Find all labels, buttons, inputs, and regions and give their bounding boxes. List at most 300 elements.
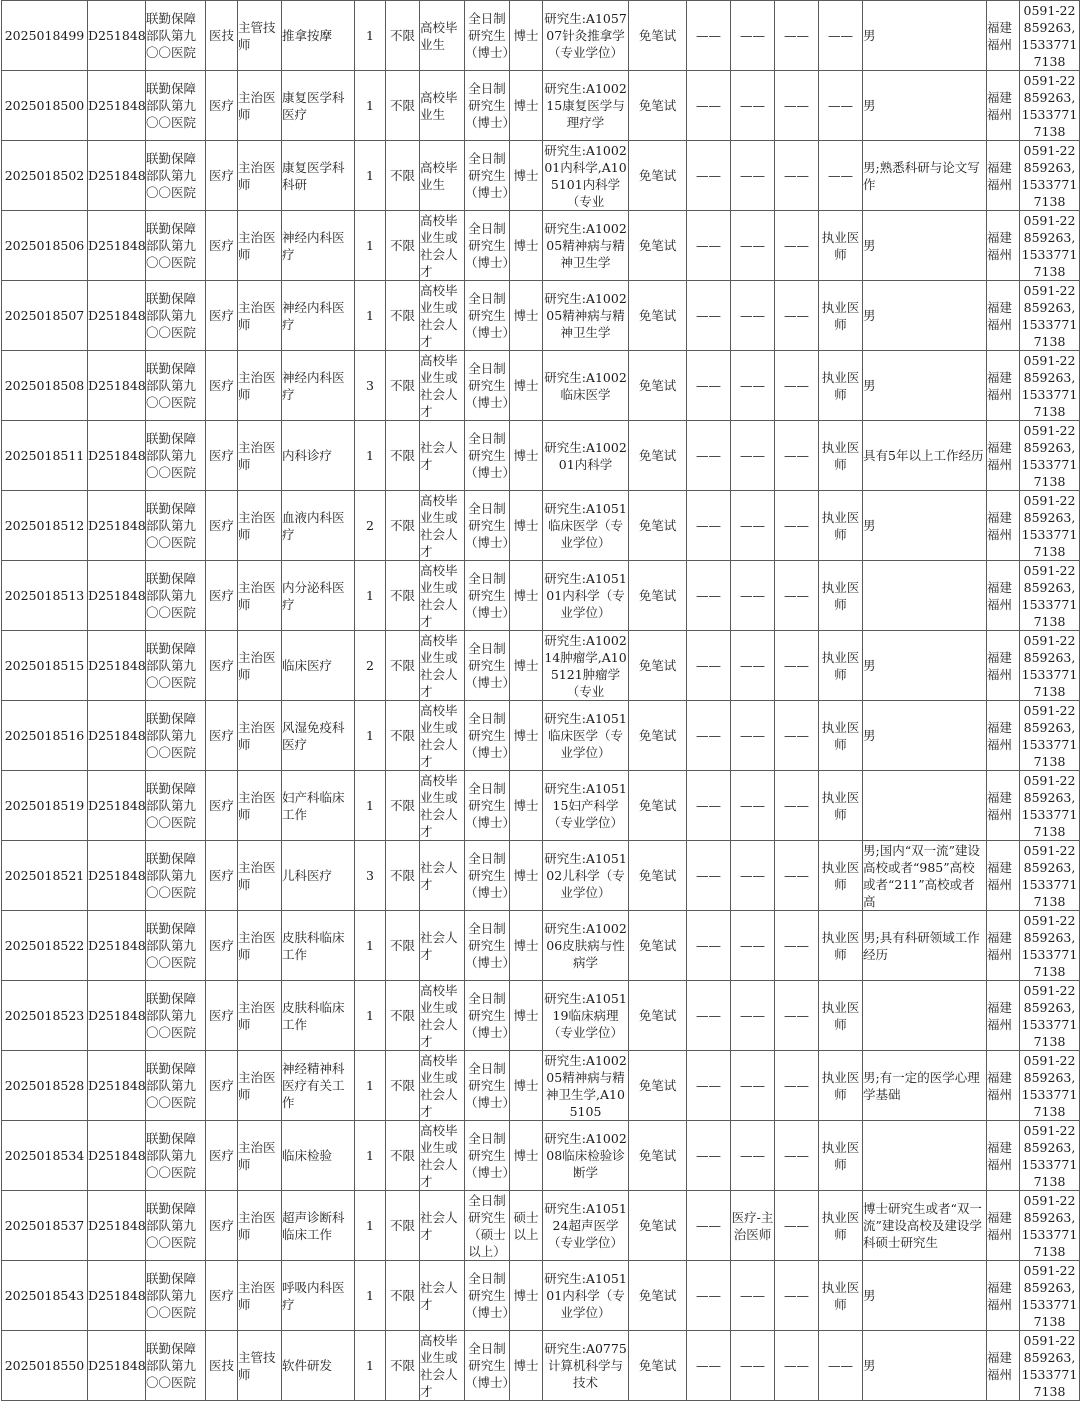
employer-text: 联勤保障部队第九〇〇医院 [146, 361, 197, 410]
cell-degree [510, 701, 543, 771]
job-description-text: 神经内科医疗 [282, 369, 345, 402]
headcount-text: 1 [366, 168, 374, 183]
category-text: 医疗 [208, 168, 234, 183]
contact-phone-text: 0591-22859263,15337717138 [1021, 1192, 1078, 1259]
cell-qualification [819, 1121, 863, 1191]
col-n-text: —— [696, 28, 721, 43]
job-description-text: 呼吸内科医疗 [282, 1279, 345, 1312]
cell-qualification [819, 981, 863, 1051]
cell-col-p [775, 421, 819, 491]
position-code-text: 2025018550 [4, 1358, 85, 1373]
job-description-text: 血液内科医疗 [282, 509, 345, 542]
cell-employer [146, 981, 206, 1051]
gender-limit-text: 不限 [389, 1218, 415, 1233]
cell-qualification [819, 281, 863, 351]
source-text: 高校毕业生或社会人才 [420, 352, 458, 419]
cell-unit-code [88, 211, 146, 281]
major-text: 研究生:A105119临床病理（专业学位） [544, 991, 627, 1040]
cell-col-n [687, 841, 731, 911]
cell-job-description [282, 141, 355, 211]
cell-col-p [775, 281, 819, 351]
cell-job-description [282, 631, 355, 701]
table-row [2, 1121, 1080, 1191]
headcount-text: 1 [366, 1078, 374, 1093]
gender-limit-text: 不限 [389, 238, 415, 253]
cell-qualification [819, 491, 863, 561]
gender-limit-text: 不限 [389, 28, 415, 43]
table-row [2, 491, 1080, 561]
qualification-text: —— [828, 28, 853, 43]
cell-unit-code [88, 771, 146, 841]
cell-contact-phone [1020, 211, 1080, 281]
cell-col-o [731, 841, 775, 911]
degree-text: 博士 [513, 448, 539, 463]
location-text: 福建福州 [987, 509, 1013, 542]
cell-education [465, 421, 516, 491]
job-title-text: 主治医师 [238, 789, 276, 822]
col-o-text: —— [740, 1358, 765, 1373]
col-o-text: —— [740, 168, 765, 183]
cell-headcount [355, 771, 386, 841]
cell-category [206, 1051, 238, 1121]
cell-headcount [355, 1191, 386, 1261]
col-n-text: —— [696, 798, 721, 813]
source-text: 高校毕业生或社会人才 [420, 1052, 458, 1119]
cell-job-description [282, 211, 355, 281]
cell-major [543, 491, 629, 561]
education-text: 全日制研究生（博士） [465, 1061, 516, 1110]
headcount-text: 1 [366, 1288, 374, 1303]
employer-text: 联勤保障部队第九〇〇医院 [146, 1061, 197, 1110]
cell-degree [510, 421, 543, 491]
cell-employer [146, 71, 206, 141]
col-n-text: —— [696, 1358, 721, 1373]
cell-qualification [819, 71, 863, 141]
cell-position-code [2, 71, 88, 141]
cell-source [420, 141, 465, 211]
cell-col-n [687, 1121, 731, 1191]
cell-col-p [775, 141, 819, 211]
degree-text: 博士 [513, 1078, 539, 1093]
cell-col-n [687, 701, 731, 771]
col-p-text: —— [784, 378, 809, 393]
cell-other-requirements [863, 1191, 987, 1261]
cell-job-description [282, 1, 355, 71]
employer-text: 联勤保障部队第九〇〇医院 [146, 781, 197, 830]
source-text: 社会人才 [420, 929, 458, 962]
col-o-text: —— [740, 518, 765, 533]
cell-job-title [238, 841, 282, 911]
cell-education [465, 1331, 516, 1401]
cell-major [543, 1331, 629, 1401]
job-title-text: 主治医师 [238, 229, 276, 262]
cell-col-n [687, 911, 731, 981]
cell-degree [510, 281, 543, 351]
major-text: 研究生:A105115妇产科学（专业学位） [544, 781, 627, 830]
cell-education [465, 1, 516, 71]
cell-source [420, 1331, 465, 1401]
category-text: 医疗 [208, 728, 234, 743]
cell-job-title [238, 141, 282, 211]
qualification-text: 执业医师 [821, 719, 860, 752]
cell-education [465, 981, 516, 1051]
cell-contact-phone [1020, 841, 1080, 911]
cell-source [420, 981, 465, 1051]
exam-type-text: 免笔试 [638, 1008, 677, 1023]
cell-col-p [775, 1261, 819, 1331]
cell-exam-type [629, 981, 687, 1051]
cell-degree [510, 981, 543, 1051]
cell-unit-code [88, 631, 146, 701]
education-text: 全日制研究生（博士） [465, 291, 516, 340]
gender-limit-text: 不限 [389, 1078, 415, 1093]
cell-job-title [238, 1191, 282, 1261]
cell-exam-type [629, 211, 687, 281]
cell-other-requirements [863, 421, 987, 491]
cell-category [206, 1, 238, 71]
cell-contact-phone [1020, 1191, 1080, 1261]
table-row [2, 981, 1080, 1051]
col-p-text: —— [784, 518, 809, 533]
col-p-text: —— [784, 868, 809, 883]
cell-source [420, 351, 465, 421]
col-o-text: —— [740, 658, 765, 673]
location-text: 福建福州 [987, 369, 1013, 402]
job-description-text: 内科诊疗 [282, 448, 333, 463]
contact-phone-text: 0591-22859263,15337717138 [1021, 492, 1078, 559]
position-code-text: 2025018519 [4, 798, 85, 813]
cell-gender-limit [386, 71, 420, 141]
cell-employer [146, 771, 206, 841]
cell-exam-type [629, 561, 687, 631]
cell-education [465, 141, 516, 211]
major-text: 研究生:A105102儿科学（专业学位） [544, 851, 627, 900]
cell-degree [510, 211, 543, 281]
other-requirements-text: 具有5年以上工作经历 [863, 448, 984, 463]
cell-job-title [238, 281, 282, 351]
source-text: 高校毕业生或社会人才 [420, 492, 458, 559]
category-text: 医疗 [208, 868, 234, 883]
table-row [2, 631, 1080, 701]
cell-unit-code [88, 701, 146, 771]
cell-gender-limit [386, 701, 420, 771]
cell-location [987, 561, 1020, 631]
qualification-text: 执业医师 [821, 1069, 860, 1102]
cell-col-p [775, 1121, 819, 1191]
cell-job-description [282, 281, 355, 351]
col-n-text: —— [696, 518, 721, 533]
cell-unit-code [88, 561, 146, 631]
cell-education [465, 561, 516, 631]
recruitment-table [1, 0, 1080, 1401]
cell-degree [510, 561, 543, 631]
cell-major [543, 211, 629, 281]
exam-type-text: 免笔试 [638, 798, 677, 813]
source-text: 高校毕业生或社会人才 [420, 632, 458, 699]
cell-location [987, 1, 1020, 71]
unit-code-text: D251848 [88, 1288, 146, 1303]
job-title-text: 主治医师 [238, 159, 276, 192]
employer-text: 联勤保障部队第九〇〇医院 [146, 1131, 197, 1180]
cell-col-n [687, 421, 731, 491]
qualification-text: 执业医师 [821, 1139, 860, 1172]
cell-col-o [731, 491, 775, 561]
cell-headcount [355, 211, 386, 281]
degree-text: 博士 [513, 28, 539, 43]
col-o-text: —— [740, 1288, 765, 1303]
cell-job-title [238, 1261, 282, 1331]
job-description-text: 康复医学科医疗 [282, 89, 345, 122]
location-text: 福建福州 [987, 89, 1013, 122]
cell-other-requirements [863, 1051, 987, 1121]
col-o-text: —— [740, 1148, 765, 1163]
cell-col-p [775, 491, 819, 561]
education-text: 全日制研究生（博士） [465, 501, 516, 550]
cell-contact-phone [1020, 71, 1080, 141]
cell-job-title [238, 701, 282, 771]
cell-headcount [355, 841, 386, 911]
col-p-text: —— [784, 1358, 809, 1373]
employer-text: 联勤保障部队第九〇〇医院 [146, 1271, 197, 1320]
cell-location [987, 771, 1020, 841]
qualification-text: —— [828, 168, 853, 183]
location-text: 福建福州 [987, 159, 1013, 192]
major-text: 研究生:A100205精神病与精神卫生学,A105105 [544, 1052, 627, 1119]
degree-text: 博士 [513, 1148, 539, 1163]
cell-degree [510, 351, 543, 421]
cell-col-o [731, 1331, 775, 1401]
contact-phone-text: 0591-22859263,15337717138 [1021, 422, 1078, 489]
cell-other-requirements [863, 281, 987, 351]
cell-degree [510, 631, 543, 701]
cell-col-o [731, 281, 775, 351]
gender-limit-text: 不限 [389, 1358, 415, 1373]
location-text: 福建福州 [987, 439, 1013, 472]
table-row [2, 211, 1080, 281]
cell-category [206, 981, 238, 1051]
cell-gender-limit [386, 1121, 420, 1191]
cell-employer [146, 141, 206, 211]
cell-other-requirements [863, 491, 987, 561]
headcount-text: 1 [366, 1218, 374, 1233]
cell-col-o [731, 351, 775, 421]
cell-col-o [731, 911, 775, 981]
cell-col-o [731, 71, 775, 141]
position-code-text: 2025018500 [4, 98, 85, 113]
col-o-text: —— [740, 588, 765, 603]
gender-limit-text: 不限 [389, 1288, 415, 1303]
cell-source [420, 701, 465, 771]
cell-col-p [775, 1, 819, 71]
col-o-text: —— [740, 28, 765, 43]
contact-phone-text: 0591-22859263,15337717138 [1021, 702, 1078, 769]
job-description-text: 妇产科临床工作 [282, 789, 345, 822]
cell-col-n [687, 211, 731, 281]
degree-text: 博士 [513, 238, 539, 253]
location-text: 福建福州 [987, 789, 1013, 822]
other-requirements-text: 男 [863, 308, 876, 323]
headcount-text: 3 [366, 868, 374, 883]
position-code-text: 2025018516 [4, 728, 85, 743]
cell-col-n [687, 771, 731, 841]
source-text: 高校毕业生 [420, 89, 458, 122]
contact-phone-text: 0591-22859263,15337717138 [1021, 212, 1078, 279]
category-text: 医疗 [208, 518, 234, 533]
cell-gender-limit [386, 421, 420, 491]
degree-text: 硕士以上 [513, 1209, 539, 1242]
category-text: 医疗 [208, 658, 234, 673]
qualification-text: 执业医师 [821, 369, 860, 402]
cell-other-requirements [863, 561, 987, 631]
col-o-text: —— [740, 728, 765, 743]
col-n-text: —— [696, 238, 721, 253]
category-text: 医技 [208, 28, 234, 43]
source-text: 社会人才 [420, 1209, 458, 1242]
headcount-text: 1 [366, 1008, 374, 1023]
position-code-text: 2025018537 [4, 1218, 85, 1233]
exam-type-text: 免笔试 [638, 518, 677, 533]
cell-gender-limit [386, 981, 420, 1051]
cell-col-o [731, 1261, 775, 1331]
col-o-text: —— [740, 798, 765, 813]
cell-other-requirements [863, 1121, 987, 1191]
cell-col-o [731, 631, 775, 701]
col-n-text: —— [696, 728, 721, 743]
cell-unit-code [88, 981, 146, 1051]
other-requirements-text: 男 [863, 728, 876, 743]
col-p-text: —— [784, 238, 809, 253]
employer-text: 联勤保障部队第九〇〇医院 [146, 1201, 197, 1250]
unit-code-text: D251848 [88, 798, 146, 813]
cell-category [206, 351, 238, 421]
table-row [2, 1, 1080, 71]
cell-headcount [355, 631, 386, 701]
cell-location [987, 1261, 1020, 1331]
job-description-text: 儿科医疗 [282, 868, 333, 883]
cell-source [420, 911, 465, 981]
unit-code-text: D251848 [88, 588, 146, 603]
contact-phone-text: 0591-22859263,15337717138 [1021, 912, 1078, 979]
position-code-text: 2025018513 [4, 588, 85, 603]
cell-position-code [2, 421, 88, 491]
cell-job-title [238, 1051, 282, 1121]
col-n-text: —— [696, 1078, 721, 1093]
cell-col-p [775, 211, 819, 281]
cell-major [543, 701, 629, 771]
major-text: 研究生:A100208临床检验诊断学 [544, 1131, 627, 1180]
education-text: 全日制研究生（博士） [465, 1271, 516, 1320]
exam-type-text: 免笔试 [638, 728, 677, 743]
education-text: 全日制研究生（博士） [465, 641, 516, 690]
cell-location [987, 841, 1020, 911]
cell-location [987, 1051, 1020, 1121]
table-row [2, 911, 1080, 981]
source-text: 高校毕业生或社会人才 [420, 702, 458, 769]
cell-degree [510, 771, 543, 841]
education-text: 全日制研究生（博士） [465, 361, 516, 410]
cell-exam-type [629, 421, 687, 491]
cell-major [543, 1121, 629, 1191]
col-o-text: —— [740, 938, 765, 953]
cell-col-o [731, 1051, 775, 1121]
source-text: 社会人才 [420, 439, 458, 472]
cell-position-code [2, 1051, 88, 1121]
cell-qualification [819, 771, 863, 841]
cell-location [987, 631, 1020, 701]
cell-other-requirements [863, 911, 987, 981]
major-text: 研究生:A100214肿瘤学,A105121肿瘤学（专业 [544, 632, 627, 699]
cell-col-p [775, 561, 819, 631]
cell-gender-limit [386, 141, 420, 211]
cell-major [543, 1051, 629, 1121]
gender-limit-text: 不限 [389, 308, 415, 323]
table-row [2, 841, 1080, 911]
cell-col-p [775, 1191, 819, 1261]
qualification-text: 执业医师 [821, 649, 860, 682]
cell-location [987, 1331, 1020, 1401]
cell-col-o [731, 1191, 775, 1261]
qualification-text: 执业医师 [821, 999, 860, 1032]
employer-text: 联勤保障部队第九〇〇医院 [146, 11, 197, 60]
category-text: 医疗 [208, 1078, 234, 1093]
cell-major [543, 841, 629, 911]
source-text: 社会人才 [420, 1279, 458, 1312]
cell-col-n [687, 1191, 731, 1261]
source-text: 高校毕业生或社会人才 [420, 212, 458, 279]
other-requirements-text: 男;国内“双一流”建设高校或者“985”高校或者“211”高校或者高 [863, 842, 980, 909]
location-text: 福建福州 [987, 1209, 1013, 1242]
cell-category [206, 1191, 238, 1261]
job-title-text: 主治医师 [238, 299, 276, 332]
education-text: 全日制研究生（博士） [465, 1131, 516, 1180]
cell-job-description [282, 71, 355, 141]
col-n-text: —— [696, 448, 721, 463]
degree-text: 博士 [513, 378, 539, 393]
cell-position-code [2, 561, 88, 631]
cell-unit-code [88, 1261, 146, 1331]
degree-text: 博士 [513, 798, 539, 813]
cell-exam-type [629, 841, 687, 911]
cell-col-o [731, 1121, 775, 1191]
col-p-text: —— [784, 1288, 809, 1303]
employer-text: 联勤保障部队第九〇〇医院 [146, 81, 197, 130]
unit-code-text: D251848 [88, 868, 146, 883]
cell-other-requirements [863, 771, 987, 841]
employer-text: 联勤保障部队第九〇〇医院 [146, 571, 197, 620]
cell-exam-type [629, 71, 687, 141]
cell-gender-limit [386, 1, 420, 71]
location-text: 福建福州 [987, 999, 1013, 1032]
col-n-text: —— [696, 168, 721, 183]
location-text: 福建福州 [987, 229, 1013, 262]
employer-text: 联勤保障部队第九〇〇医院 [146, 1341, 197, 1390]
cell-source [420, 71, 465, 141]
unit-code-text: D251848 [88, 728, 146, 743]
cell-other-requirements [863, 1331, 987, 1401]
exam-type-text: 免笔试 [638, 1148, 677, 1163]
job-title-text: 主治医师 [238, 929, 276, 962]
col-n-text: —— [696, 868, 721, 883]
cell-contact-phone [1020, 351, 1080, 421]
degree-text: 博士 [513, 588, 539, 603]
cell-education [465, 1261, 516, 1331]
cell-col-n [687, 981, 731, 1051]
col-n-text: —— [696, 588, 721, 603]
cell-contact-phone [1020, 491, 1080, 561]
cell-job-title [238, 421, 282, 491]
cell-qualification [819, 421, 863, 491]
cell-col-p [775, 911, 819, 981]
